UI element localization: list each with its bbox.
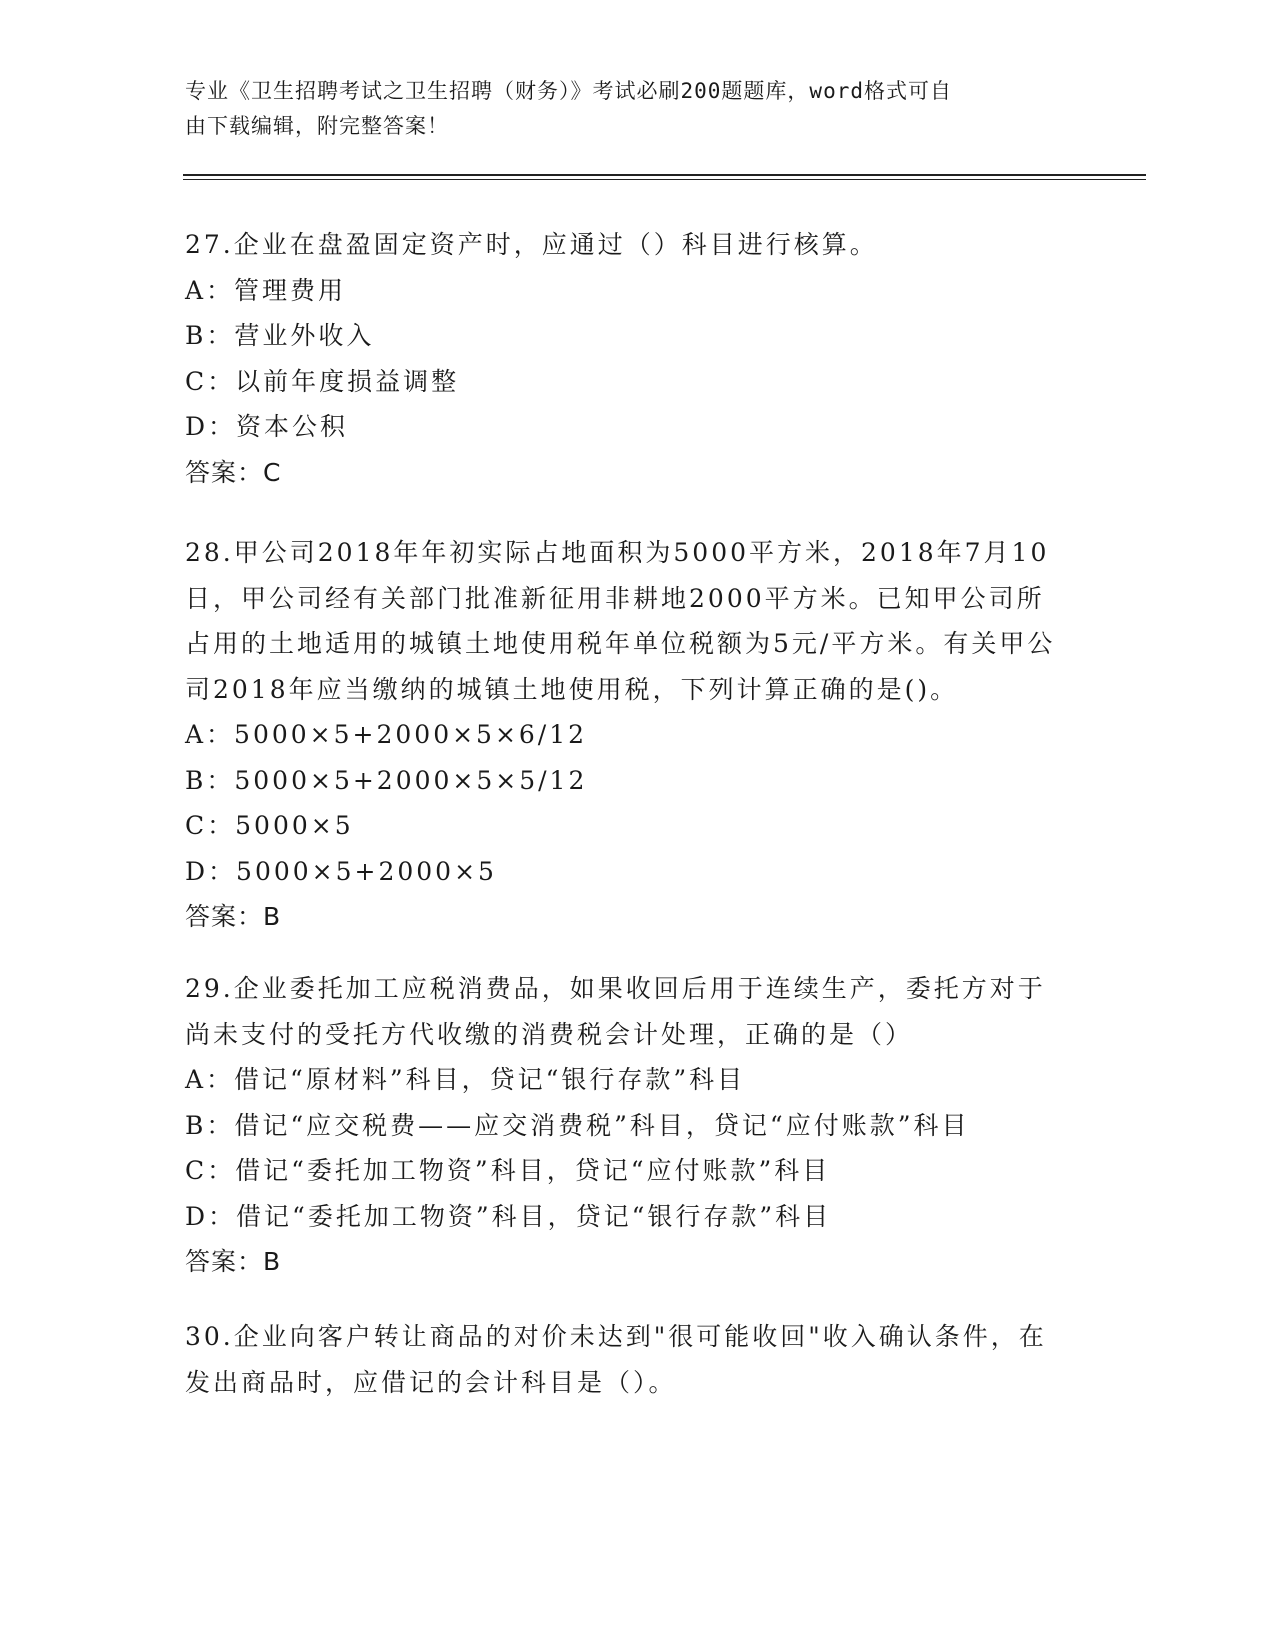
document-header xyxy=(185,74,1065,144)
header-divider xyxy=(183,174,1146,180)
question-27 xyxy=(185,222,1065,495)
option-b: B：5000×5+2000×5×5/12 xyxy=(185,765,588,795)
question-stem: 30.企业向客户转让商品的对价未达到"很可能收回"收入确认条件，在发出商品时，应借记的会计科目是（）。 xyxy=(185,1322,1047,1397)
option-d: D：借记“委托加工物资”科目，贷记“银行存款”科目 xyxy=(185,1201,832,1231)
answer-text: 答案：B xyxy=(185,902,282,931)
option-b: B：借记“应交税费——应交消费税”科目，贷记“应付账款”科目 xyxy=(185,1110,970,1140)
answer-text: 答案：B xyxy=(185,1247,282,1276)
question-29 xyxy=(185,966,1065,1285)
option-d: D：5000×5+2000×5 xyxy=(185,856,497,886)
option-a: A：管理费用 xyxy=(185,275,347,305)
option-c: C：借记“委托加工物资”科目，贷记“应付账款”科目 xyxy=(185,1156,831,1185)
question-stem: 27.企业在盘盈固定资产时，应通过（）科目进行核算。 xyxy=(185,230,878,259)
option-d: D：资本公积 xyxy=(185,412,349,441)
option-b: B：营业外收入 xyxy=(185,321,375,350)
question-stem: 28.甲公司2018年年初实际占地面积为5000平方米，2018年7月10日，甲公司经有关部门批准新征用非耕地2000平方米。已知甲公司所占用的土地适用的城镇土地使用税年单位税额为5元/平方米。有关甲公司2018年应当缴纳的城镇土地使用税，下列计算正确的是()。 xyxy=(185,538,1056,704)
option-c: C：以前年度损益调整 xyxy=(185,366,460,396)
option-a: A：5000×5+2000×5×6/12 xyxy=(185,720,588,749)
question-stem: 29.企业委托加工应税消费品，如果收回后用于连续生产，委托方对于尚未支付的受托方代收缴的消费税会计处理，正确的是（） xyxy=(185,974,1046,1049)
option-c: C：5000×5 xyxy=(185,811,354,840)
answer-text: 答案：C xyxy=(185,457,282,487)
option-a: A：借记“原材料”科目，贷记“银行存款”科目 xyxy=(185,1065,746,1094)
question-30 xyxy=(185,1314,1065,1405)
header-line-1: 专业《卫生招聘考试之卫生招聘（财务）》考试必刷200题题库，word格式可自 xyxy=(185,79,952,103)
header-line-2: 由下载编辑，附完整答案！ xyxy=(185,114,449,138)
question-28 xyxy=(185,530,1065,940)
